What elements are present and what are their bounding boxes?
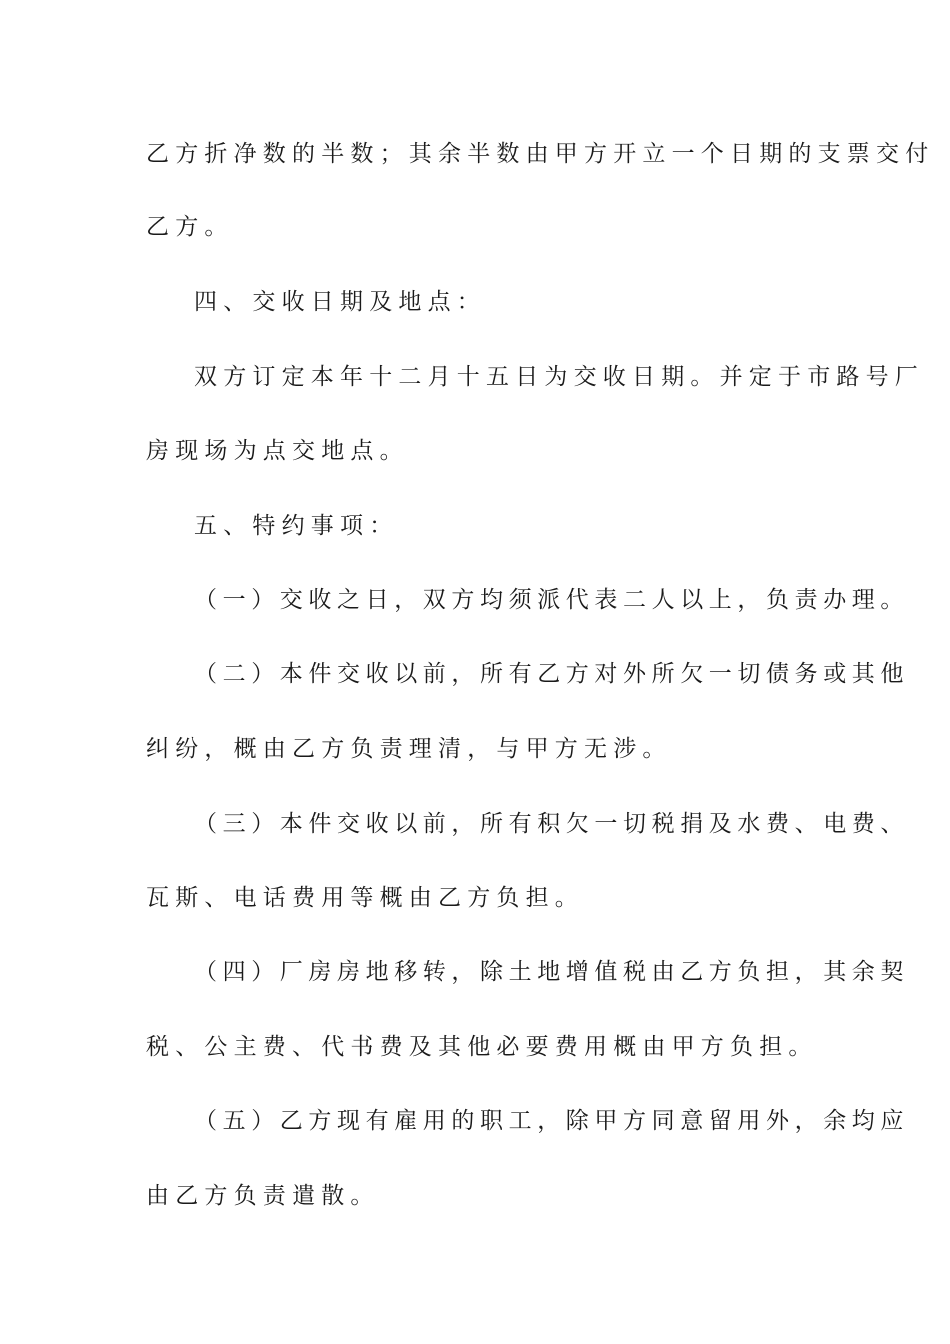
text-line: 瓦斯、电话费用等概由乙方负担。 xyxy=(146,885,584,911)
clause-5: （五）乙方现有雇用的职工，除甲方同意留用外，余均应 xyxy=(194,1108,909,1134)
clause-3: （三）本件交收以前，所有积欠一切税捐及水费、电费、 xyxy=(194,811,909,837)
text-line: 乙方。 xyxy=(146,214,234,240)
text-line: 由乙方负责遣散。 xyxy=(146,1183,380,1209)
section-heading-4: 四、交收日期及地点： xyxy=(194,289,486,315)
text-line: 房现场为点交地点。 xyxy=(146,438,409,464)
text-line: 税、公主费、代书费及其他必要费用概由甲方负担。 xyxy=(146,1034,818,1060)
text-line: 乙方折净数的半数；其余半数由甲方开立一个日期的支票交付 xyxy=(146,141,935,167)
section-heading-5: 五、特约事项： xyxy=(194,513,399,539)
clause-4: （四）厂房房地移转，除土地增值税由乙方负担，其余契 xyxy=(194,959,909,985)
clause-1: （一）交收之日，双方均须派代表二人以上，负责办理。 xyxy=(194,587,909,613)
text-line: 纠纷，概由乙方负责理清，与甲方无涉。 xyxy=(146,736,672,762)
clause-2: （二）本件交收以前，所有乙方对外所欠一切债务或其他 xyxy=(194,661,909,687)
text-line: 双方订定本年十二月十五日为交收日期。并定于市路号厂 xyxy=(194,364,924,390)
